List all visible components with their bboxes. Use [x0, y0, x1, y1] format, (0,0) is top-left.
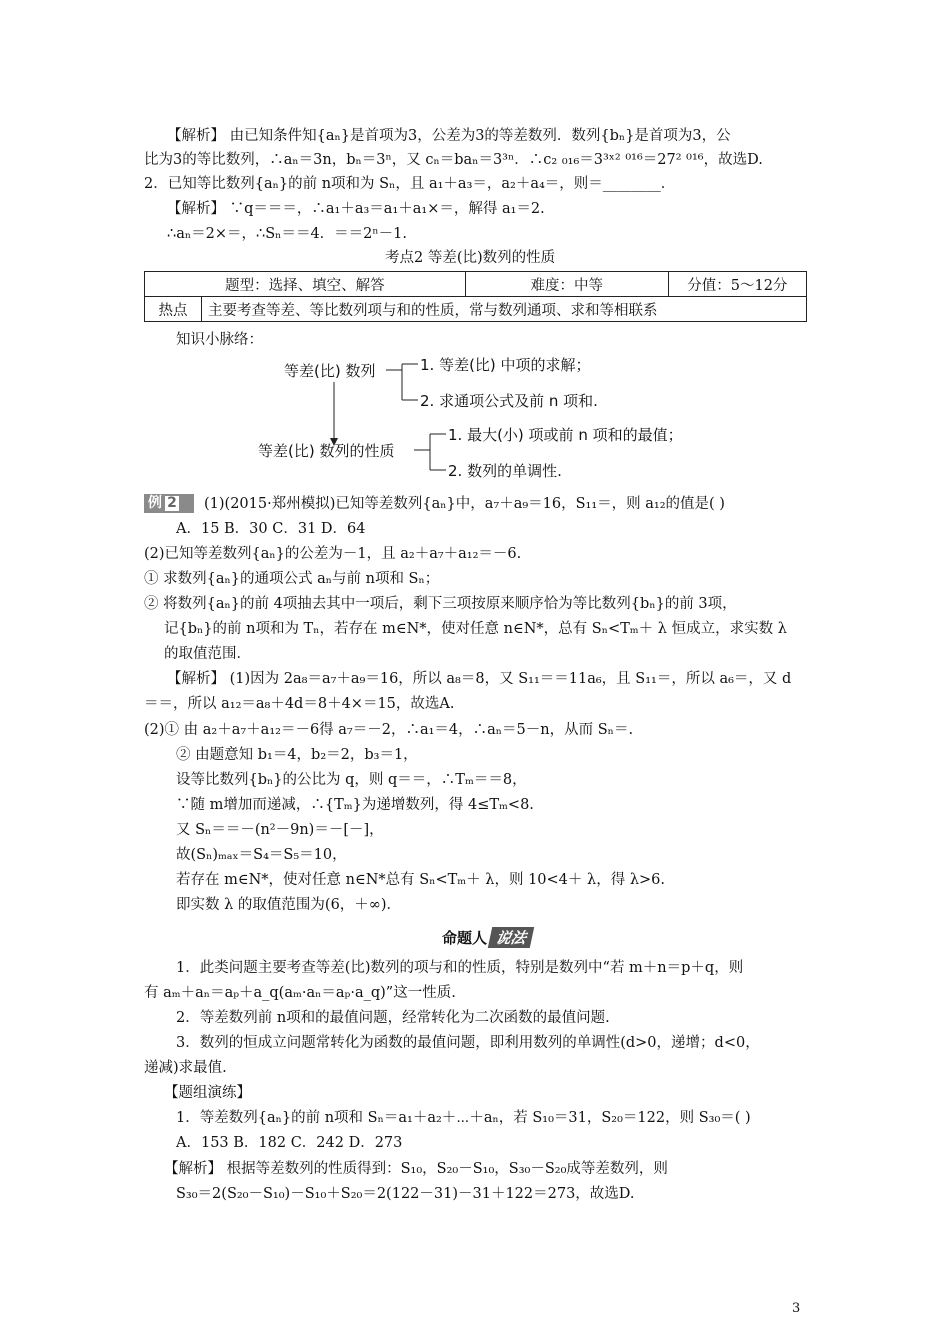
example-badge: [144, 494, 194, 513]
text-line: S₃₀＝2(S₂₀－S₁₀)－S₁₀＋S₂₀＝2(122－31)－31＋122＝273，故选D.: [176, 1186, 635, 1202]
text-line: ∴aₙ＝2×＝，∴Sₙ＝＝4．＝＝2ⁿ－1.: [167, 226, 408, 242]
example-badge-number: 2: [165, 496, 179, 511]
text-line: ∵随 m增加而递减，∴{Tₘ}为递增数列，得 4≤Tₘ<8.: [176, 797, 534, 813]
text-line: 3．数列的恒成立问题常转化为函数的最值问题，即利用数列的单调性(d>0，递增；d<0，: [176, 1035, 760, 1051]
diagram-root-1: 等差(比) 数列: [284, 362, 376, 380]
text-line: 又 Sₙ＝＝－(n²－9n)＝－[－]，: [176, 822, 384, 838]
text-line: (1)(2015·郑州模拟)已知等差数列{aₙ}中，a₇＋a₉＝16，S₁₁＝，则 a₁₂的值是( ): [204, 496, 725, 512]
text-line: 若存在 m∈N*，使对任意 n∈N*总有 Sₙ<Tₘ＋ λ，则 10<4＋ λ，得 λ>6.: [176, 872, 665, 888]
text-line: 2．已知等比数列{aₙ}的前 n项和为 Sₙ，且 a₁＋a₃＝，a₂＋a₄＝，则＝________．: [144, 176, 676, 192]
text-line: 递减)求最值.: [144, 1060, 227, 1076]
text-line: 即实数 λ 的取值范围为(6，＋∞)．: [176, 897, 402, 913]
text-line: ＝＝，所以 a₁₂＝a₈＋4d＝8＋4×＝15，故选A.: [144, 696, 455, 712]
text-line: 1．等差数列{aₙ}的前 n项和 Sₙ＝a₁＋a₂＋⋯＋aₙ，若 S₁₀＝31，S₂₀＝122，则 S₃₀＝( ): [176, 1110, 751, 1126]
banner-part-2: 说法: [488, 927, 534, 948]
info-table: [144, 271, 807, 322]
text-line: ① 求数列{aₙ}的通项公式 aₙ与前 n项和 Sₙ；: [144, 571, 440, 587]
text-line: 有 aₘ＋aₙ＝aₚ＋a_q(aₘ·aₙ＝aₚ·a_q)”这一性质.: [144, 985, 456, 1001]
text-line: 【解析】 由已知条件知{aₙ}是首项为3，公差为3的等差数列．数列{bₙ}是首项为3，公: [167, 128, 731, 144]
text-line: 记{bₙ}的前 n项和为 Tₙ，若存在 m∈N*，使对任意 n∈N*，总有 Sₙ<Tₘ＋ λ 恒成立，求实数 λ: [164, 621, 787, 637]
hotspot-text-cell: 主要考查等差、等比数列项与和的性质，常与数列通项、求和等相联系: [202, 297, 807, 322]
page-number: 3: [792, 1301, 801, 1316]
text-line: 的取值范围．: [164, 646, 251, 662]
diagram-item: 1. 等差(比) 中项的求解；: [420, 356, 591, 374]
text-line: ② 将数列{aₙ}的前 4项抽去其中一项后，剩下三项按原来顺序恰为等比数列{bₙ}的前 3项，: [144, 596, 737, 612]
diagram-item: 2. 求通项公式及前 n 项和.: [420, 392, 598, 410]
knowledge-diagram: [250, 350, 730, 490]
text-line: 【解析】 ∵q＝＝＝，∴a₁＋a₃＝a₁＋a₁×＝，解得 a₁＝2.: [167, 201, 545, 217]
example-badge-label: 例: [148, 495, 162, 511]
text-line: 2．等差数列前 n项和的最值问题，经常转化为二次函数的最值问题.: [176, 1010, 610, 1026]
text-line: 比为3的等比数列，∴aₙ＝3n，bₙ＝3ⁿ，又 cₙ＝baₙ＝3³ⁿ．∴c₂ ₀₁₆＝3³ˣ² ⁰¹⁶＝27² ⁰¹⁶，故选D.: [144, 152, 763, 168]
banner-part-1: 命题人: [442, 929, 488, 947]
section-heading: 考点2 等差(比)数列的性质: [385, 250, 556, 266]
text-line: 【题组演练】: [164, 1085, 251, 1101]
text-line: 1．此类问题主要考查等差(比)数列的项与和的性质，特别是数列中“若 m＋n＝p＋q，则: [176, 960, 744, 976]
question-type-cell: 题型：选择、填空、解答: [145, 272, 466, 297]
difficulty-cell: 难度：中等: [465, 272, 668, 297]
diagram-item: 1. 最大(小) 项或前 n 项和的最值；: [448, 426, 683, 444]
text-line: (2)已知等差数列{aₙ}的公差为－1，且 a₂＋a₇＋a₁₂＝－6.: [144, 546, 522, 562]
text-line: 故(Sₙ)ₘₐₓ＝S₄＝S₅＝10，: [176, 847, 347, 863]
text-line: 【解析】 根据等差数列的性质得到：S₁₀，S₂₀－S₁₀，S₃₀－S₂₀成等差数列，则: [164, 1161, 668, 1177]
section-banner: [438, 927, 546, 947]
diagram-root-2: 等差(比) 数列的性质: [258, 442, 395, 460]
diagram-item: 2. 数列的单调性.: [448, 462, 562, 480]
hotspot-head-cell: 热点: [145, 297, 202, 322]
text-line: A．153 B．182 C．242 D．273: [176, 1135, 403, 1151]
text-line: A．15 B．30 C．31 D．64: [176, 521, 366, 537]
text-line: (2)① 由 a₂＋a₇＋a₁₂＝－6得 a₇＝－2，∴a₁＝4，∴aₙ＝5－n，从而 Sₙ＝.: [144, 722, 634, 738]
text-line: 【解析】 (1)因为 2a₈＝a₇＋a₉＝16，所以 a₈＝8，又 S₁₁＝＝11a₆，且 S₁₁＝，所以 a₆＝，又 d: [167, 671, 792, 687]
knowledge-label: 知识小脉络：: [176, 332, 263, 348]
text-line: 设等比数列{bₙ}的公比为 q，则 q＝＝，∴Tₘ＝＝8，: [176, 772, 527, 788]
text-line: ② 由题意知 b₁＝4，b₂＝2，b₃＝1，: [176, 747, 418, 763]
score-cell: 分值：5～12分: [668, 272, 806, 297]
